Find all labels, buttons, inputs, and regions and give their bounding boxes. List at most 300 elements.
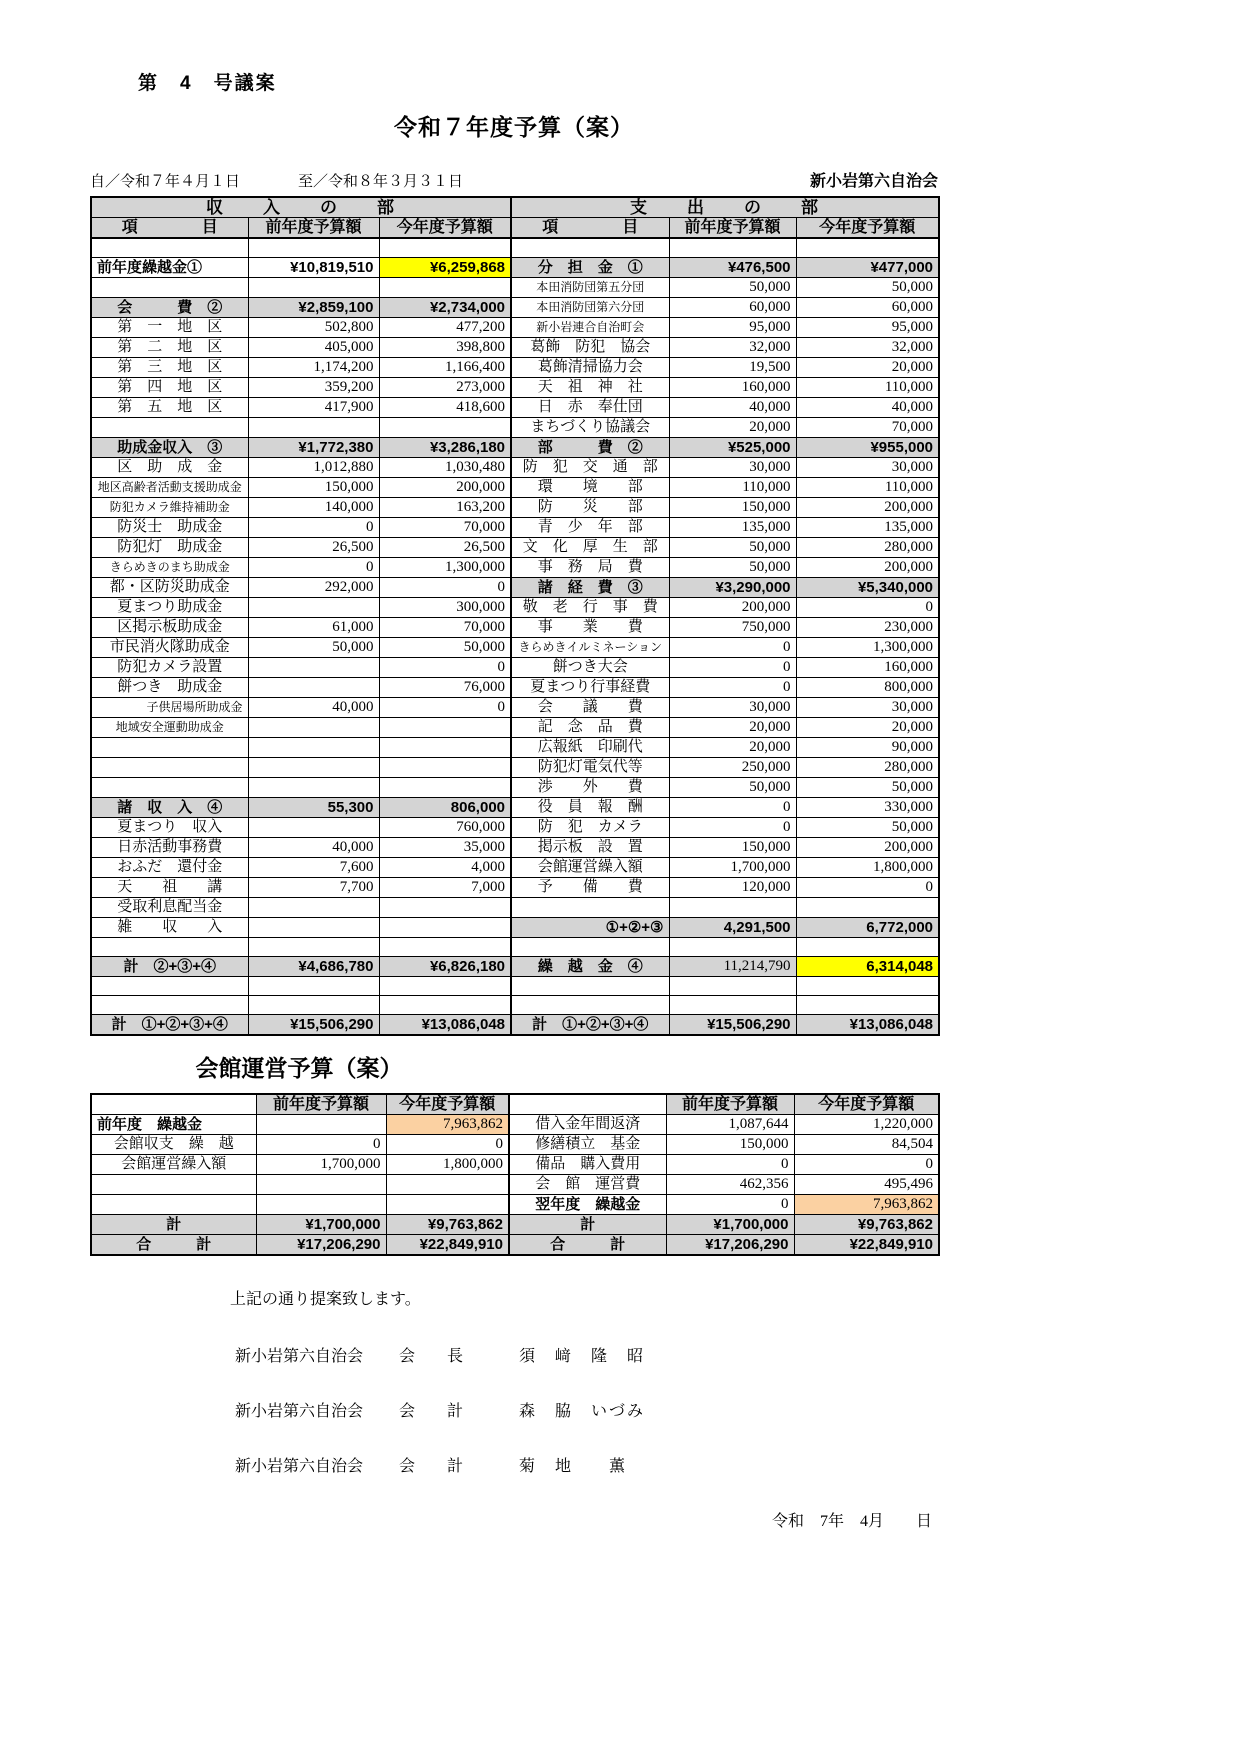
cell-amount <box>248 777 379 797</box>
cell-amount: 280,000 <box>796 537 939 557</box>
column-header-item: 項 目 <box>91 218 248 239</box>
table-row <box>91 497 939 517</box>
cell-amount: 95,000 <box>669 317 796 337</box>
cell-amount: ¥6,826,180 <box>379 956 511 976</box>
cell-item: 青 少 年 部 <box>511 517 669 537</box>
cell-amount: ¥477,000 <box>796 257 939 277</box>
cell-item: ①+②+③ <box>511 917 669 937</box>
table-row <box>91 937 939 956</box>
cell-item: 防犯灯電気代等 <box>511 757 669 777</box>
cell-item: 諸 収 入 ④ <box>91 797 248 817</box>
cell-amount: 273,000 <box>379 377 511 397</box>
cell-item <box>91 937 248 956</box>
cell-amount: 70,000 <box>379 517 511 537</box>
cell-amount: 0 <box>794 1154 939 1174</box>
cell-amount: ¥13,086,048 <box>379 1014 511 1035</box>
cell-amount <box>379 737 511 757</box>
cell-item: 会館運営繰入額 <box>511 857 669 877</box>
cell-amount: 今年度予算額 <box>386 1094 509 1115</box>
cell-item: 第 二 地 区 <box>91 337 248 357</box>
cell-item: 文 化 厚 生 部 <box>511 537 669 557</box>
table-row <box>91 397 939 417</box>
table-row <box>91 517 939 537</box>
cell-amount: ¥6,259,868 <box>379 257 511 277</box>
table-row <box>91 757 939 777</box>
cell-item: 本田消防団第五分団 <box>511 277 669 297</box>
table-row <box>91 377 939 397</box>
cell-item: 前年度 繰越金 <box>91 1114 256 1134</box>
cell-amount: 0 <box>379 697 511 717</box>
column-header-cur: 今年度予算額 <box>796 218 939 239</box>
cell-amount: 0 <box>669 797 796 817</box>
cell-amount: 110,000 <box>796 377 939 397</box>
signature-role: 会 計 <box>399 1402 464 1420</box>
cell-amount: ¥525,000 <box>669 437 796 457</box>
cell-item: 餅つき 助成金 <box>91 677 248 697</box>
cell-amount: 0 <box>796 597 939 617</box>
cell-amount: 0 <box>379 577 511 597</box>
cell-amount: 110,000 <box>796 477 939 497</box>
cell-amount: ¥9,763,862 <box>794 1214 939 1234</box>
column-header-prev: 前年度予算額 <box>669 218 796 239</box>
cell-amount <box>256 1114 386 1134</box>
cell-amount: 0 <box>379 657 511 677</box>
cell-item: 前年度繰越金① <box>91 257 248 277</box>
table-row <box>91 995 939 1014</box>
cell-amount: 1,700,000 <box>256 1154 386 1174</box>
table-row <box>91 317 939 337</box>
table-row <box>91 917 939 937</box>
cell-item <box>511 976 669 995</box>
cell-amount: 61,000 <box>248 617 379 637</box>
cell-amount <box>386 1174 509 1194</box>
cell-amount: ¥15,506,290 <box>248 1014 379 1035</box>
cell-amount <box>248 277 379 297</box>
table-row <box>91 1014 939 1035</box>
cell-amount: 4,000 <box>379 857 511 877</box>
cell-amount: 70,000 <box>379 617 511 637</box>
cell-item: 日 赤 奉仕団 <box>511 397 669 417</box>
cell-amount: 330,000 <box>796 797 939 817</box>
table-row <box>91 337 939 357</box>
period-to: 至／令和８年３月３１日 <box>298 174 464 190</box>
cell-amount: 40,000 <box>669 397 796 417</box>
cell-amount: 200,000 <box>796 837 939 857</box>
cell-amount: 60,000 <box>796 297 939 317</box>
cell-amount: 0 <box>669 637 796 657</box>
cell-amount: 26,500 <box>248 537 379 557</box>
cell-amount: ¥9,763,862 <box>386 1214 509 1234</box>
cell-amount: ¥3,286,180 <box>379 437 511 457</box>
cell-amount: 50,000 <box>669 537 796 557</box>
signature-role: 会 長 <box>399 1347 464 1365</box>
cell-item: 会 館 運営費 <box>509 1174 666 1194</box>
cell-amount: 150,000 <box>669 837 796 857</box>
cell-amount: 160,000 <box>796 657 939 677</box>
cell-item: 防犯灯 助成金 <box>91 537 248 557</box>
cell-item: 計 ①+②+③+④ <box>511 1014 669 1035</box>
cell-item: 地域安全運動助成金 <box>91 717 248 737</box>
cell-amount <box>248 737 379 757</box>
cell-amount: 90,000 <box>796 737 939 757</box>
cell-item: 役 員 報 酬 <box>511 797 669 817</box>
cell-item: 敬 老 行 事 費 <box>511 597 669 617</box>
hall-budget-table <box>90 1093 940 1256</box>
cell-amount <box>379 757 511 777</box>
cell-amount: 292,000 <box>248 577 379 597</box>
table-row <box>91 457 939 477</box>
cell-item: 翌年度 繰越金 <box>509 1194 666 1214</box>
cell-item: 区掲示板助成金 <box>91 617 248 637</box>
cell-amount: 50,000 <box>796 277 939 297</box>
cell-item: 子供居場所助成金 <box>91 697 248 717</box>
period-row <box>90 168 938 191</box>
cell-amount: 800,000 <box>796 677 939 697</box>
cell-item <box>91 757 248 777</box>
cell-amount <box>379 976 511 995</box>
cell-item: 夏まつり行事経費 <box>511 677 669 697</box>
table-row <box>91 218 939 239</box>
cell-amount: 0 <box>666 1154 794 1174</box>
cell-amount <box>248 657 379 677</box>
table-row <box>91 557 939 577</box>
cell-item: 環 境 部 <box>511 477 669 497</box>
cell-amount <box>796 897 939 917</box>
cell-item: 会館収支 繰 越 <box>91 1134 256 1154</box>
cell-amount: 20,000 <box>669 717 796 737</box>
cell-amount: 806,000 <box>379 797 511 817</box>
cell-amount: 7,700 <box>248 877 379 897</box>
cell-amount: 359,200 <box>248 377 379 397</box>
cell-amount: ¥955,000 <box>796 437 939 457</box>
cell-amount: 50,000 <box>248 637 379 657</box>
cell-amount <box>248 757 379 777</box>
cell-amount: ¥4,686,780 <box>248 956 379 976</box>
table-row <box>91 677 939 697</box>
cell-amount: 0 <box>248 517 379 537</box>
cell-amount: 1,300,000 <box>379 557 511 577</box>
table-row <box>91 277 939 297</box>
column-header-cur: 今年度予算額 <box>379 218 511 239</box>
cell-amount: ¥1,700,000 <box>666 1214 794 1234</box>
cell-amount: ¥2,734,000 <box>379 297 511 317</box>
cell-amount: ¥476,500 <box>669 257 796 277</box>
income-section-header: 収 入 の 部 <box>91 197 511 218</box>
cell-item: 諸 経 費 ③ <box>511 577 669 597</box>
table-row <box>91 976 939 995</box>
cell-amount: 50,000 <box>669 557 796 577</box>
cell-amount: ¥1,772,380 <box>248 437 379 457</box>
cell-amount: 418,600 <box>379 397 511 417</box>
cell-amount: 20,000 <box>796 357 939 377</box>
cell-amount: ¥2,859,100 <box>248 297 379 317</box>
cell-amount <box>379 897 511 917</box>
cell-item <box>91 277 248 297</box>
cell-amount: ¥10,819,510 <box>248 257 379 277</box>
table-row <box>91 1194 939 1214</box>
cell-amount: 60,000 <box>669 297 796 317</box>
cell-amount: 7,963,862 <box>386 1114 509 1134</box>
cell-item: 受取利息配当金 <box>91 897 248 917</box>
cell-amount <box>669 937 796 956</box>
cell-amount: 6,772,000 <box>796 917 939 937</box>
cell-amount: 417,900 <box>248 397 379 417</box>
cell-item <box>91 1174 256 1194</box>
cell-amount <box>669 238 796 257</box>
cell-item: 計 <box>91 1214 256 1234</box>
table-row <box>91 897 939 917</box>
cell-amount: 20,000 <box>669 737 796 757</box>
cell-amount: 50,000 <box>669 777 796 797</box>
cell-amount <box>248 597 379 617</box>
cell-item: 天 祖 講 <box>91 877 248 897</box>
cell-amount <box>248 976 379 995</box>
cell-item <box>91 1094 256 1115</box>
cell-item: 夏まつり助成金 <box>91 597 248 617</box>
cell-item: きらめきのまち助成金 <box>91 557 248 577</box>
cell-amount: 30,000 <box>669 457 796 477</box>
cell-amount: 462,356 <box>666 1174 794 1194</box>
cell-amount: 今年度予算額 <box>794 1094 939 1115</box>
signature-name: 菊 地 薫 <box>519 1457 628 1475</box>
cell-item: 餅つき大会 <box>511 657 669 677</box>
cell-amount <box>379 937 511 956</box>
period-from: 自／令和７年４月１日 <box>90 174 241 190</box>
cell-amount: 200,000 <box>796 557 939 577</box>
cell-amount: 230,000 <box>796 617 939 637</box>
cell-amount: 4,291,500 <box>669 917 796 937</box>
cell-item <box>91 1194 256 1214</box>
table-row <box>91 717 939 737</box>
cell-amount: 1,087,644 <box>666 1114 794 1134</box>
cell-amount <box>796 238 939 257</box>
cell-amount <box>256 1174 386 1194</box>
cell-amount <box>248 937 379 956</box>
cell-amount: 163,200 <box>379 497 511 517</box>
signature-row <box>235 1453 938 1476</box>
cell-amount: 1,030,480 <box>379 457 511 477</box>
cell-amount: 84,504 <box>794 1134 939 1154</box>
cell-item: 都・区防災助成金 <box>91 577 248 597</box>
table-row <box>91 357 939 377</box>
organization-name: 新小岩第六自治会 <box>809 173 938 190</box>
cell-amount: 30,000 <box>669 697 796 717</box>
table-row <box>91 1214 939 1234</box>
cell-amount <box>379 777 511 797</box>
cell-amount: 150,000 <box>248 477 379 497</box>
cell-amount <box>386 1194 509 1214</box>
cell-item: 防災士 助成金 <box>91 517 248 537</box>
document-content <box>90 0 938 1531</box>
cell-item: 第 一 地 区 <box>91 317 248 337</box>
table-row <box>91 577 939 597</box>
cell-amount: 502,800 <box>248 317 379 337</box>
table-row <box>91 777 939 797</box>
hall-budget-title: 会館運営予算（案） <box>195 1054 403 1081</box>
cell-item: 地区高齢者活動支援助成金 <box>91 477 248 497</box>
cell-amount <box>669 976 796 995</box>
cell-item: 広報紙 印刷代 <box>511 737 669 757</box>
cell-amount: 200,000 <box>796 497 939 517</box>
cell-amount <box>796 937 939 956</box>
cell-amount: 150,000 <box>666 1134 794 1154</box>
cell-amount: 50,000 <box>669 277 796 297</box>
signature-row <box>235 1398 938 1421</box>
page-title: 令和７年度予算（案） <box>394 114 634 140</box>
table-row <box>91 1234 939 1255</box>
cell-amount: ¥15,506,290 <box>669 1014 796 1035</box>
cell-amount: 300,000 <box>379 597 511 617</box>
table-row <box>91 857 939 877</box>
cell-item: 修繕積立 基金 <box>509 1134 666 1154</box>
cell-amount: 0 <box>669 677 796 697</box>
cell-item: 第 五 地 区 <box>91 397 248 417</box>
cell-amount: 70,000 <box>796 417 939 437</box>
cell-amount: ¥22,849,910 <box>794 1234 939 1255</box>
cell-amount <box>796 976 939 995</box>
cell-item <box>91 417 248 437</box>
cell-amount <box>248 238 379 257</box>
cell-amount: 55,300 <box>248 797 379 817</box>
cell-item <box>91 737 248 757</box>
cell-amount <box>248 677 379 697</box>
cell-item <box>511 995 669 1014</box>
cell-amount: 50,000 <box>379 637 511 657</box>
cell-item: 事 務 局 費 <box>511 557 669 577</box>
cell-amount: 11,214,790 <box>669 956 796 976</box>
cell-amount: ¥3,290,000 <box>669 577 796 597</box>
cell-item: 繰 越 金 ④ <box>511 956 669 976</box>
cell-amount: 30,000 <box>796 457 939 477</box>
cell-item: 備品 購入費用 <box>509 1154 666 1174</box>
cell-item: 掲示板 設 置 <box>511 837 669 857</box>
cell-item: 雑 収 入 <box>91 917 248 937</box>
cell-item: 天 祖 神 社 <box>511 377 669 397</box>
cell-amount: 1,800,000 <box>386 1154 509 1174</box>
cell-amount: 20,000 <box>669 417 796 437</box>
cell-amount <box>248 917 379 937</box>
main-budget-table <box>90 196 940 1036</box>
cell-item <box>91 976 248 995</box>
cell-item: 合 計 <box>509 1234 666 1255</box>
cell-item: 防犯カメラ維持補助金 <box>91 497 248 517</box>
cell-amount: 0 <box>256 1134 386 1154</box>
cell-item: 区 助 成 金 <box>91 457 248 477</box>
cell-item: 渉 外 費 <box>511 777 669 797</box>
column-header-prev: 前年度予算額 <box>248 218 379 239</box>
cell-amount <box>796 995 939 1014</box>
cell-item: 事 業 費 <box>511 617 669 637</box>
table-row <box>91 1134 939 1154</box>
cell-amount <box>669 995 796 1014</box>
cell-amount: 0 <box>669 657 796 677</box>
cell-amount: 135,000 <box>796 517 939 537</box>
signature-org: 新小岩第六自治会 <box>235 1402 364 1420</box>
cell-item: 防 災 部 <box>511 497 669 517</box>
cell-amount: 120,000 <box>669 877 796 897</box>
cell-item: 合 計 <box>91 1234 256 1255</box>
cell-item: おふだ 還付金 <box>91 857 248 877</box>
cell-amount: 0 <box>796 877 939 897</box>
cell-amount: 280,000 <box>796 757 939 777</box>
table-row <box>91 956 939 976</box>
cell-amount: ¥17,206,290 <box>256 1234 386 1255</box>
cell-amount: 477,200 <box>379 317 511 337</box>
cell-amount: 26,500 <box>379 537 511 557</box>
cell-amount: 0 <box>248 557 379 577</box>
cell-amount <box>248 417 379 437</box>
cell-item: 会館運営繰入額 <box>91 1154 256 1174</box>
table-row <box>91 877 939 897</box>
table-row <box>91 197 939 218</box>
cell-item <box>91 238 248 257</box>
signature-name: 森 脇 いづみ <box>519 1402 646 1420</box>
cell-amount: 200,000 <box>379 477 511 497</box>
cell-amount: 160,000 <box>669 377 796 397</box>
cell-amount: 50,000 <box>796 777 939 797</box>
cell-item: 新小岩連合自治町会 <box>511 317 669 337</box>
cell-amount <box>248 817 379 837</box>
table-row <box>91 417 939 437</box>
cell-amount: 95,000 <box>796 317 939 337</box>
proposal-note: 上記の通り提案致します。 <box>230 1290 421 1308</box>
cell-amount: 405,000 <box>248 337 379 357</box>
cell-amount: 140,000 <box>248 497 379 517</box>
cell-amount: ¥1,700,000 <box>256 1214 386 1234</box>
cell-amount <box>248 995 379 1014</box>
cell-item: 第 四 地 区 <box>91 377 248 397</box>
cell-amount: 0 <box>386 1134 509 1154</box>
cell-amount: 32,000 <box>669 337 796 357</box>
cell-amount: 1,220,000 <box>794 1114 939 1134</box>
table-row <box>91 737 939 757</box>
table-row <box>91 837 939 857</box>
cell-amount: 250,000 <box>669 757 796 777</box>
expense-section-header: 支 出 の 部 <box>511 197 939 218</box>
cell-item: きらめきイルミネーション <box>511 637 669 657</box>
doc-number: 第 4 号議案 <box>138 73 277 94</box>
cell-item <box>511 897 669 917</box>
cell-amount: 7,600 <box>248 857 379 877</box>
cell-amount: 1,800,000 <box>796 857 939 877</box>
cell-amount <box>379 417 511 437</box>
table-row <box>91 297 939 317</box>
cell-item: 第 三 地 区 <box>91 357 248 377</box>
cell-item: 計 ②+③+④ <box>91 956 248 976</box>
table-row <box>91 1154 939 1174</box>
cell-amount: 7,963,862 <box>794 1194 939 1214</box>
signature-row <box>235 1343 938 1366</box>
cell-item <box>511 238 669 257</box>
cell-amount: 前年度予算額 <box>666 1094 794 1115</box>
cell-item <box>509 1094 666 1115</box>
table-row <box>91 597 939 617</box>
cell-item: 助成金収入 ③ <box>91 437 248 457</box>
cell-amount <box>248 717 379 737</box>
cell-amount: 750,000 <box>669 617 796 637</box>
cell-amount: 7,000 <box>379 877 511 897</box>
cell-item: 市民消火隊助成金 <box>91 637 248 657</box>
cell-item: 葛飾 防犯 協会 <box>511 337 669 357</box>
table-row <box>91 1094 939 1115</box>
cell-amount <box>248 897 379 917</box>
cell-amount: 1,700,000 <box>669 857 796 877</box>
cell-amount: 40,000 <box>796 397 939 417</box>
cell-item <box>91 777 248 797</box>
cell-amount: 40,000 <box>248 837 379 857</box>
table-row <box>91 437 939 457</box>
footer-date: 令和 7年 4月 日 <box>771 1512 932 1530</box>
